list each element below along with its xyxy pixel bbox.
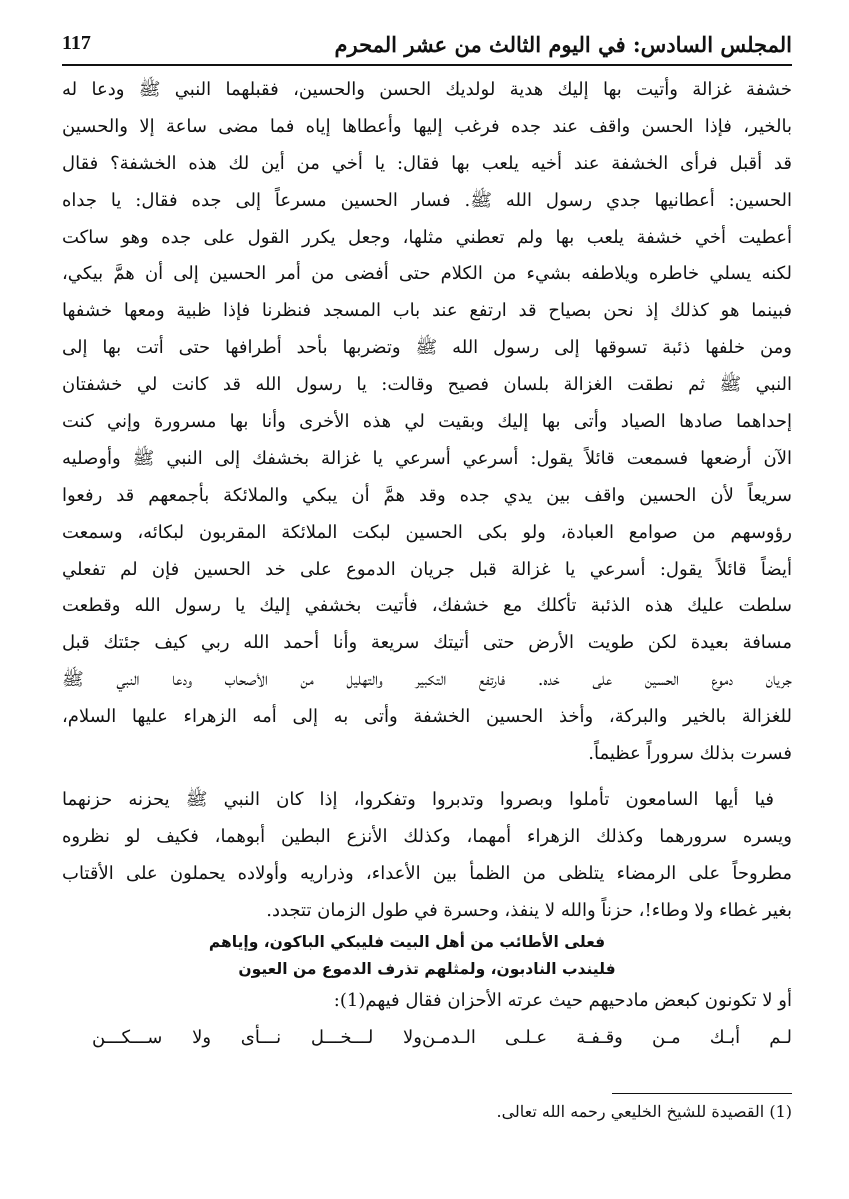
header-rule	[62, 64, 792, 66]
poem-verse	[62, 1020, 792, 1056]
text-line: الحسين: أعطانيها جدي رسول الله ﷺ. فسار الحسين مسرعاً إلى جده فقال: يا جداه	[62, 189, 792, 211]
text-line: إحداهما صادها الصياد وأتى بها إليك وبقيت لي هذه الأخرى وأنا بها مسرورة وإني كنت	[62, 411, 792, 433]
text-line: أيضاً قائلاً يقول: أسرعي يا غزالة قبل جريان الدموع على خد الحسين فإن لم تفعلي	[62, 558, 792, 580]
text-line: مطروحاً على الرمضاء يتلظى من الظمأ بين الأعداء، وذراريه وأولاده يحملون على الأقتاب	[62, 862, 792, 884]
poem-intro-line: أو لا تكونون كبعض مادحيهم حيث عرته الأحزان فقال فيهم(1):	[333, 990, 792, 1012]
text-line: ومن خلفها ذئبة تسوقها إلى رسول الله ﷺ وتضربها بأحد أطرافها حتى أتت بها إلى	[62, 337, 792, 359]
footnote: (1) القصيدة للشيخ الخليعي رحمه الله تعالى.	[496, 1102, 792, 1121]
verse-first-hemistich: لـم أبـك مـن وقـفـة عـلـى الـدمـن	[422, 1027, 792, 1049]
text-line: لكنه يسلي خاطره ويلاطفه بشيء من الكلام حتى أفضى من أمر الحسين إلى أن همَّ بيكي،	[62, 263, 792, 285]
text-line: رؤوسهم من صوامع العبادة، ولو بكى الحسين لبكت الملائكة المقربون لبكائه، وسمعت	[62, 521, 792, 543]
text-line: فيا أيها السامعون تأملوا وبصروا وتدبروا وتفكروا، إذا كان النبي ﷺ يحزنه حزنهما	[62, 788, 774, 810]
footnote-rule	[612, 1093, 792, 1094]
text-line: خشفة غزالة وأتيت بها إليك هدية لولديك الحسن والحسين، فقبلهما النبي ﷺ ودعا له	[62, 79, 792, 100]
text-line: النبي ﷺ ثم نطقت الغزالة بلسان فصيح وقالت: يا رسول الله قد كانت لي خشفتان	[62, 374, 792, 396]
text-line: الآن أرضعها فسمعت قائلاً يقول: أسرعي أسرعي يا غزالة بخشفك إلى النبي ﷺ وأوصليه	[62, 447, 792, 469]
page-header	[62, 30, 792, 64]
text-line: جريان دموع الحسين على خده. فارتفع التكبير والتهليل من الأصحاب ودعا النبي ﷺ	[62, 669, 792, 691]
text-line: قد أقبل فرأى الخشفة عند أخيه يلعب بها فقال: يا أخي من أين لك هذه الخشفة؟ فقال	[62, 152, 792, 174]
page-number: 117	[62, 32, 91, 54]
text-line: سلطت عليك هذه الذئبة تأكلك مع خشفك، فأتيت بخشفي إليك يا رسول الله وقطعت	[62, 595, 792, 617]
verse-second-hemistich: ولا لـــخـــل نـــأى ولا ســـكـــن	[92, 1027, 422, 1049]
text-line: أعطيت أخي خشفة يلعب بها ولم تعطني مثلها، وجعل يكرر القول على جده وهو ساكت	[62, 226, 792, 248]
text-line: فسرت بذلك سروراً عظيماً.	[588, 743, 792, 765]
body-text	[62, 72, 792, 1056]
text-line: سريعاً لأن الحسين واقف بين يدي جده وقد همَّ أن يبكي والملائكة بأجمعهم قد رفعوا	[62, 484, 792, 506]
text-line: بغير غطاء ولا وطاء!، حزناً والله لا ينفذ، وحسرة في طول الزمان تتجدد.	[266, 899, 792, 921]
text-line: بالخير، فإذا الحسن واقف عند جده فرغب إليها وأعطاها إياه فما مضى ساعة إلا والحسين	[62, 115, 792, 137]
paragraph-gap	[62, 773, 792, 782]
text-line: ويسره سرورهما وكذلك الزهراء أمهما، وكذلك الأنزع البطين أبوهما، فكيف لو نظروه	[62, 825, 792, 847]
text-line: فبينما هو كذلك إذ نحن بصياح قد ارتفع عند باب المسجد فنظرنا فإذا ظبية ومعها خشفها	[62, 300, 792, 322]
bold-prose-line: فليندب النادبون، ولمثلهم تذرف الدموع من العيون	[238, 960, 616, 979]
text-line: للغزالة بالخير والبركة، وأخذ الحسين الخشفة وأتى به إلى أمه الزهراء عليها السلام،	[62, 706, 792, 728]
bold-prose-line: فعلى الأطائب من أهل البيت فليبكي الباكون، وإياهم	[208, 933, 606, 952]
running-title: المجلس السادس: في اليوم الثالث من عشر المحرم	[334, 32, 792, 57]
text-line: مسافة بعيدة لكن طويت الأرض حتى أتيتك سريعة وأنا أحمد الله ربي كيف جئتك قبل	[62, 632, 792, 654]
